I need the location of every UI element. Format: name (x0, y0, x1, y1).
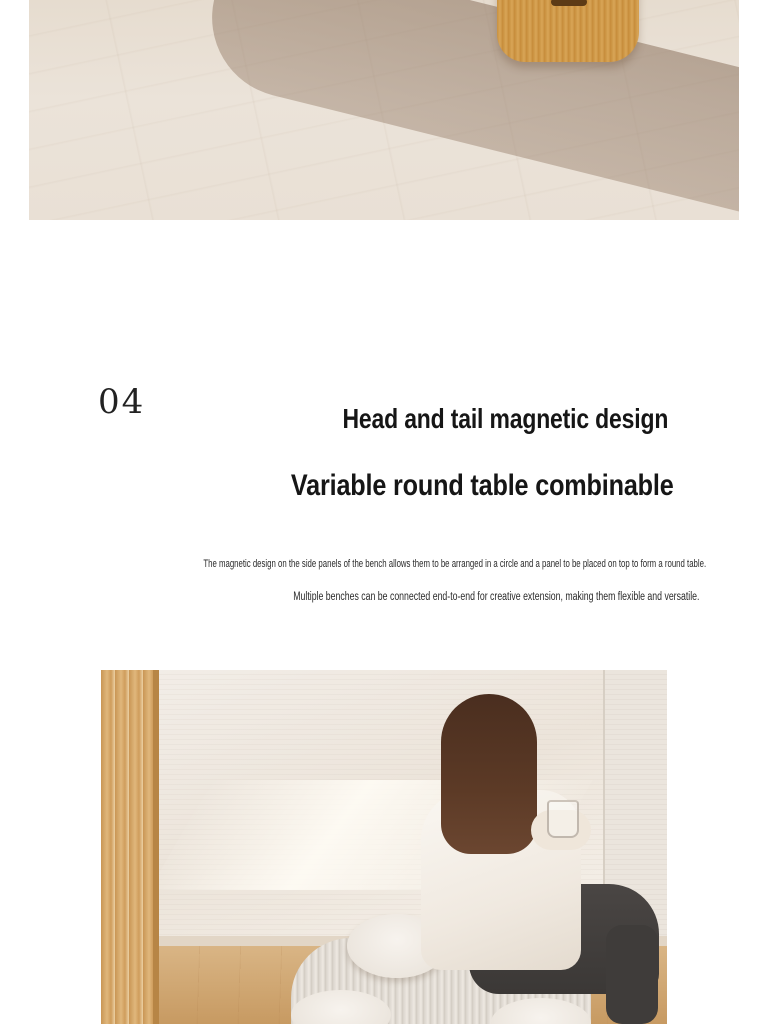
bench-shadow (195, 0, 739, 220)
person-leg (606, 925, 658, 1024)
description-line-2: Multiple benches can be connected end-to-end for creative extension, making them flexible and versatile. (292, 591, 699, 603)
bench-handle (551, 0, 587, 6)
description-line-1: The magnetic design on the side panels of the bench allows them to be arranged in a circle and a panel to be placed on top to form a round table. (203, 558, 706, 570)
person-hair (441, 694, 537, 854)
wooden-bench (497, 0, 639, 62)
lifestyle-photo (101, 670, 667, 1024)
heading-line-1: Head and tail magnetic design (342, 403, 668, 434)
section-number: 04 (98, 382, 146, 422)
wooden-window-frame (101, 670, 159, 1024)
drinking-glass (547, 800, 579, 838)
heading-line-2: Variable round table combinable (291, 469, 674, 502)
top-product-photo (29, 0, 739, 220)
